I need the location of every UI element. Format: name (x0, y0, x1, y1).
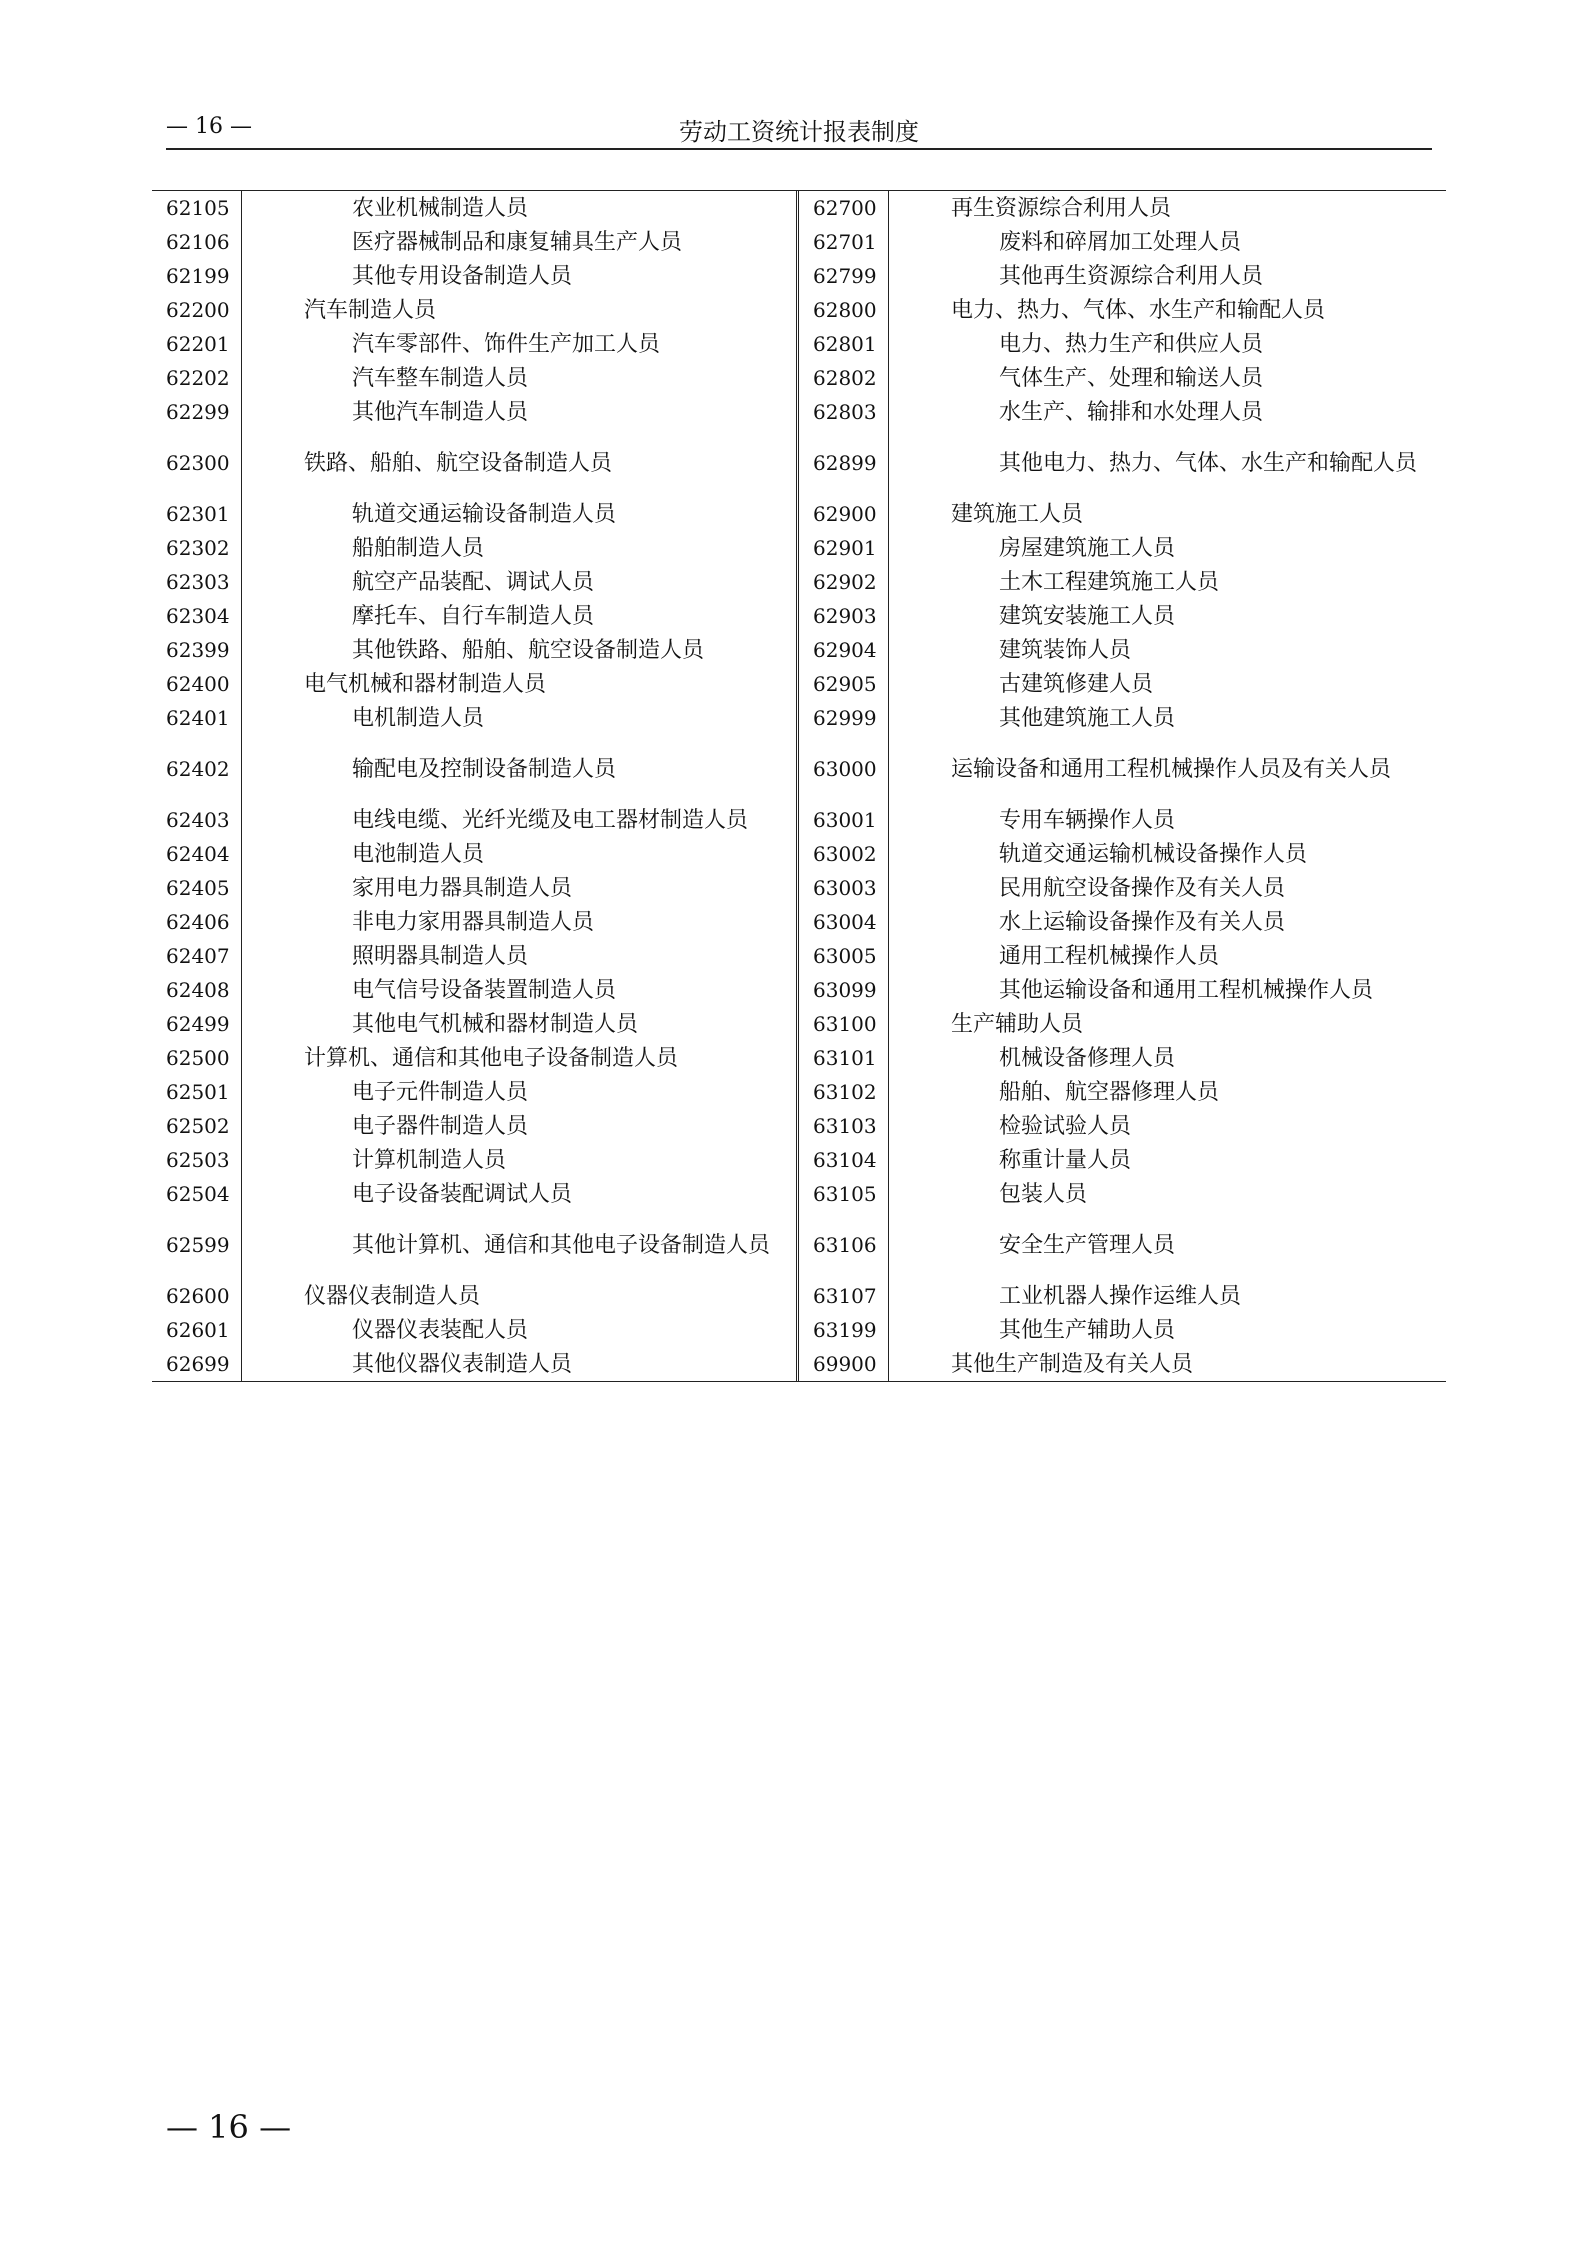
table-row (152, 1143, 796, 1177)
occupation-name (242, 1041, 796, 1075)
occupation-name-text: 水生产、输排和水处理人员 (999, 399, 1264, 425)
occupation-name (242, 701, 796, 735)
table-row (152, 837, 796, 871)
occupation-code: 63099 (799, 973, 889, 1007)
occupation-name (889, 1177, 1446, 1211)
occupation-code: 63102 (799, 1075, 889, 1109)
occupation-name (889, 1041, 1446, 1075)
occupation-name-text: 生产辅助人员 (951, 1011, 1084, 1037)
occupation-name-text: 专用车辆操作人员 (999, 807, 1176, 833)
occupation-name-text: 其他电力、热力、气体、水生产和输配人员 (999, 450, 1418, 476)
table-row (152, 599, 796, 633)
occupation-name-text: 计算机、通信和其他电子设备制造人员 (304, 1045, 679, 1071)
occupation-name-text: 建筑安装施工人员 (999, 603, 1176, 629)
table-row (799, 429, 1446, 497)
occupation-name-text: 农业机械制造人员 (352, 195, 529, 221)
occupation-name (889, 803, 1446, 837)
table-row (152, 191, 796, 225)
occupation-code: 62504 (152, 1177, 242, 1211)
occupation-code: 62700 (799, 191, 889, 225)
occupation-name-text: 建筑装饰人员 (999, 637, 1132, 663)
occupation-name (242, 939, 796, 973)
occupation-code: 62900 (799, 497, 889, 531)
occupation-name-text: 机械设备修理人员 (999, 1045, 1176, 1071)
occupation-name-text: 电力、热力、气体、水生产和输配人员 (951, 297, 1326, 323)
occupation-name (242, 1075, 796, 1109)
table-row (152, 905, 796, 939)
table-row (799, 191, 1446, 225)
table-row (799, 667, 1446, 701)
table-row (152, 1075, 796, 1109)
table-row (799, 293, 1446, 327)
occupation-code: 62802 (799, 361, 889, 395)
table-row (152, 633, 796, 667)
occupation-code: 62401 (152, 701, 242, 735)
occupation-name (242, 259, 796, 293)
table-row (152, 259, 796, 293)
table-row (152, 327, 796, 361)
table-row (799, 599, 1446, 633)
table-row (799, 565, 1446, 599)
occupation-code: 62600 (152, 1279, 242, 1313)
occupation-name-text: 家用电力器具制造人员 (352, 875, 573, 901)
table-row (799, 225, 1446, 259)
occupation-name (242, 905, 796, 939)
occupation-name (889, 701, 1446, 735)
occupation-name-text: 电气机械和器材制造人员 (304, 671, 547, 697)
occupation-name-text: 废料和碎屑加工处理人员 (999, 229, 1242, 255)
occupation-name (889, 1143, 1446, 1177)
occupation-name (889, 1109, 1446, 1143)
occupation-name-text: 仪器仪表装配人员 (352, 1317, 529, 1343)
occupation-name (242, 1143, 796, 1177)
footer-page-number: — 16 — (166, 2108, 292, 2146)
occupation-name (242, 1109, 796, 1143)
occupation-name-text: 计算机制造人员 (352, 1147, 507, 1173)
header-title: 劳动工资统计报表制度 (679, 118, 919, 146)
occupation-code: 62903 (799, 599, 889, 633)
occupation-code: 63002 (799, 837, 889, 871)
occupation-name (889, 667, 1446, 701)
occupation-name-text: 电气信号设备装置制造人员 (352, 977, 617, 1003)
occupation-name-text: 汽车制造人员 (304, 297, 437, 323)
occupation-name-text: 船舶、航空器修理人员 (999, 1079, 1220, 1105)
table-row (799, 735, 1446, 803)
occupation-name-text: 其他建筑施工人员 (999, 705, 1176, 731)
occupation-name (889, 1211, 1446, 1279)
occupation-name-text: 再生资源综合利用人员 (951, 195, 1172, 221)
occupation-name (889, 293, 1446, 327)
occupation-name (242, 395, 796, 429)
table-left-column (152, 191, 799, 1381)
occupation-code-table (152, 190, 1446, 1382)
occupation-code: 63107 (799, 1279, 889, 1313)
occupation-name-text: 其他生产制造及有关人员 (951, 1351, 1194, 1377)
occupation-code: 62301 (152, 497, 242, 531)
occupation-code: 62800 (799, 293, 889, 327)
table-row (152, 225, 796, 259)
occupation-code: 62201 (152, 327, 242, 361)
occupation-name (889, 633, 1446, 667)
occupation-name (889, 395, 1446, 429)
occupation-name (889, 429, 1446, 497)
occupation-name-text: 其他计算机、通信和其他电子设备制造人员 (352, 1232, 771, 1258)
occupation-code: 63001 (799, 803, 889, 837)
table-row (799, 531, 1446, 565)
occupation-name (889, 259, 1446, 293)
table-row (152, 361, 796, 395)
occupation-code: 62202 (152, 361, 242, 395)
table-row (799, 395, 1446, 429)
occupation-code: 62699 (152, 1347, 242, 1381)
occupation-code: 62803 (799, 395, 889, 429)
occupation-code: 62503 (152, 1143, 242, 1177)
occupation-name-text: 安全生产管理人员 (999, 1232, 1176, 1258)
table-row (799, 1279, 1446, 1313)
occupation-code: 62799 (799, 259, 889, 293)
table-row (799, 1143, 1446, 1177)
table-row (799, 633, 1446, 667)
occupation-code: 62905 (799, 667, 889, 701)
table-row (152, 1109, 796, 1143)
table-row (799, 497, 1446, 531)
table-row (152, 939, 796, 973)
occupation-name (242, 667, 796, 701)
occupation-name-text: 轨道交通运输设备制造人员 (352, 501, 617, 527)
occupation-code: 62502 (152, 1109, 242, 1143)
occupation-name-text: 其他铁路、船舶、航空设备制造人员 (352, 637, 705, 663)
occupation-code: 62406 (152, 905, 242, 939)
table-row (152, 1041, 796, 1075)
occupation-code: 62400 (152, 667, 242, 701)
table-row (152, 497, 796, 531)
occupation-name-text: 其他仪器仪表制造人员 (352, 1351, 573, 1377)
occupation-code: 62405 (152, 871, 242, 905)
table-row (152, 701, 796, 735)
occupation-name (242, 293, 796, 327)
occupation-name (889, 1279, 1446, 1313)
occupation-code: 62999 (799, 701, 889, 735)
occupation-name-text: 汽车整车制造人员 (352, 365, 529, 391)
occupation-name-text: 其他专用设备制造人员 (352, 263, 573, 289)
occupation-code: 62904 (799, 633, 889, 667)
table-row (152, 1211, 796, 1279)
occupation-code: 62303 (152, 565, 242, 599)
occupation-code: 62599 (152, 1211, 242, 1279)
table-row (152, 973, 796, 1007)
table-row (799, 1313, 1446, 1347)
occupation-code: 62601 (152, 1313, 242, 1347)
occupation-name-text: 电子元件制造人员 (352, 1079, 529, 1105)
table-row (799, 1007, 1446, 1041)
occupation-code: 62899 (799, 429, 889, 497)
occupation-name (242, 837, 796, 871)
occupation-code: 62408 (152, 973, 242, 1007)
occupation-code: 63105 (799, 1177, 889, 1211)
table-row (152, 803, 796, 837)
table-right-column (799, 191, 1446, 1381)
occupation-name (889, 599, 1446, 633)
occupation-name-text: 房屋建筑施工人员 (999, 535, 1176, 561)
occupation-name-text: 工业机器人操作运维人员 (999, 1283, 1242, 1309)
table-row (799, 1347, 1446, 1381)
occupation-name (242, 191, 796, 225)
occupation-name-text: 医疗器械制品和康复辅具生产人员 (352, 229, 683, 255)
occupation-name-text: 航空产品装配、调试人员 (352, 569, 595, 595)
occupation-name (242, 361, 796, 395)
occupation-code: 62105 (152, 191, 242, 225)
occupation-name-text: 摩托车、自行车制造人员 (352, 603, 595, 629)
table-row (799, 1177, 1446, 1211)
occupation-name (242, 531, 796, 565)
occupation-code: 63004 (799, 905, 889, 939)
occupation-name-text: 照明器具制造人员 (352, 943, 529, 969)
occupation-code: 62901 (799, 531, 889, 565)
occupation-name (889, 531, 1446, 565)
table-row (152, 1313, 796, 1347)
table-row (799, 905, 1446, 939)
table-row (799, 327, 1446, 361)
table-row (152, 735, 796, 803)
occupation-name-text: 输配电及控制设备制造人员 (352, 756, 617, 782)
table-row (799, 1211, 1446, 1279)
occupation-name-text: 水上运输设备操作及有关人员 (999, 909, 1286, 935)
occupation-code: 62701 (799, 225, 889, 259)
occupation-name (242, 973, 796, 1007)
occupation-code: 62106 (152, 225, 242, 259)
table-row (799, 1041, 1446, 1075)
occupation-code: 69900 (799, 1347, 889, 1381)
occupation-name (242, 1313, 796, 1347)
occupation-name-text: 建筑施工人员 (951, 501, 1084, 527)
occupation-name-text: 气体生产、处理和输送人员 (999, 365, 1264, 391)
occupation-name (242, 1279, 796, 1313)
occupation-name (889, 191, 1446, 225)
table-row (152, 429, 796, 497)
occupation-name (889, 497, 1446, 531)
occupation-name-text: 民用航空设备操作及有关人员 (999, 875, 1286, 901)
occupation-code: 62902 (799, 565, 889, 599)
occupation-code: 63199 (799, 1313, 889, 1347)
occupation-code: 63103 (799, 1109, 889, 1143)
occupation-code: 62500 (152, 1041, 242, 1075)
table-row (799, 837, 1446, 871)
occupation-name (889, 1313, 1446, 1347)
table-row (152, 871, 796, 905)
occupation-name-text: 其他再生资源综合利用人员 (999, 263, 1264, 289)
occupation-name (889, 1007, 1446, 1041)
table-row (152, 293, 796, 327)
occupation-name (242, 1211, 796, 1279)
occupation-name-text: 检验试验人员 (999, 1113, 1132, 1139)
occupation-name-text: 电线电缆、光纤光缆及电工器材制造人员 (352, 807, 749, 833)
occupation-code: 62300 (152, 429, 242, 497)
occupation-name (889, 735, 1446, 803)
occupation-name (242, 1347, 796, 1381)
occupation-name (889, 939, 1446, 973)
occupation-name (889, 1075, 1446, 1109)
occupation-name-text: 仪器仪表制造人员 (304, 1283, 481, 1309)
occupation-name-text: 轨道交通运输机械设备操作人员 (999, 841, 1308, 867)
occupation-code: 62399 (152, 633, 242, 667)
table-row (799, 871, 1446, 905)
occupation-name (889, 973, 1446, 1007)
occupation-code: 62501 (152, 1075, 242, 1109)
occupation-name (889, 905, 1446, 939)
occupation-name (242, 565, 796, 599)
occupation-code: 63106 (799, 1211, 889, 1279)
occupation-name (242, 1177, 796, 1211)
occupation-name (242, 633, 796, 667)
occupation-code: 63005 (799, 939, 889, 973)
occupation-name (889, 1347, 1446, 1381)
table-row (152, 1279, 796, 1313)
occupation-name-text: 运输设备和通用工程机械操作人员及有关人员 (951, 756, 1392, 782)
table-row (799, 973, 1446, 1007)
occupation-code: 62801 (799, 327, 889, 361)
occupation-name-text: 非电力家用器具制造人员 (352, 909, 595, 935)
occupation-name (889, 871, 1446, 905)
table-row (152, 395, 796, 429)
occupation-name-text: 其他电气机械和器材制造人员 (352, 1011, 639, 1037)
occupation-code: 63003 (799, 871, 889, 905)
occupation-code: 62407 (152, 939, 242, 973)
table-row (152, 1177, 796, 1211)
occupation-name-text: 古建筑修建人员 (999, 671, 1154, 697)
occupation-code: 62402 (152, 735, 242, 803)
occupation-name (242, 599, 796, 633)
table-row (152, 1347, 796, 1381)
table-row (799, 1109, 1446, 1143)
occupation-name-text: 电子设备装配调试人员 (352, 1181, 573, 1207)
occupation-name-text: 铁路、船舶、航空设备制造人员 (304, 450, 613, 476)
occupation-name-text: 电力、热力生产和供应人员 (999, 331, 1264, 357)
occupation-name-text: 称重计量人员 (999, 1147, 1132, 1173)
table-row (152, 565, 796, 599)
table-row (799, 701, 1446, 735)
occupation-code: 63000 (799, 735, 889, 803)
occupation-code: 62199 (152, 259, 242, 293)
occupation-code: 62302 (152, 531, 242, 565)
occupation-name-text: 电池制造人员 (352, 841, 485, 867)
occupation-name (242, 803, 796, 837)
header-page-number: — 16 — (166, 114, 252, 139)
occupation-name-text: 其他生产辅助人员 (999, 1317, 1176, 1343)
table-row (799, 259, 1446, 293)
occupation-name-text: 包装人员 (999, 1181, 1088, 1207)
occupation-code: 62499 (152, 1007, 242, 1041)
occupation-code: 62403 (152, 803, 242, 837)
occupation-name (242, 327, 796, 361)
occupation-code: 62200 (152, 293, 242, 327)
occupation-name-text: 船舶制造人员 (352, 535, 485, 561)
occupation-name (242, 871, 796, 905)
occupation-name-text: 其他汽车制造人员 (352, 399, 529, 425)
occupation-name-text: 其他运输设备和通用工程机械操作人员 (999, 977, 1374, 1003)
table-row (799, 939, 1446, 973)
occupation-code: 63101 (799, 1041, 889, 1075)
occupation-name (242, 497, 796, 531)
occupation-name (889, 361, 1446, 395)
occupation-name-text: 土木工程建筑施工人员 (999, 569, 1220, 595)
occupation-name (889, 327, 1446, 361)
occupation-code: 62404 (152, 837, 242, 871)
occupation-name-text: 电机制造人员 (352, 705, 485, 731)
table-row (152, 1007, 796, 1041)
occupation-name-text: 电子器件制造人员 (352, 1113, 529, 1139)
table-row (799, 361, 1446, 395)
occupation-code: 63100 (799, 1007, 889, 1041)
occupation-name-text: 通用工程机械操作人员 (999, 943, 1220, 969)
occupation-name (889, 565, 1446, 599)
occupation-name (242, 735, 796, 803)
occupation-code: 62299 (152, 395, 242, 429)
occupation-name (889, 837, 1446, 871)
page-header (166, 108, 1432, 150)
occupation-name (242, 429, 796, 497)
table-row (152, 531, 796, 565)
occupation-name (242, 225, 796, 259)
table-row (799, 803, 1446, 837)
occupation-name-text: 汽车零部件、饰件生产加工人员 (352, 331, 661, 357)
occupation-code: 63104 (799, 1143, 889, 1177)
table-row (152, 667, 796, 701)
occupation-code: 62304 (152, 599, 242, 633)
occupation-name (889, 225, 1446, 259)
occupation-name (242, 1007, 796, 1041)
table-row (799, 1075, 1446, 1109)
